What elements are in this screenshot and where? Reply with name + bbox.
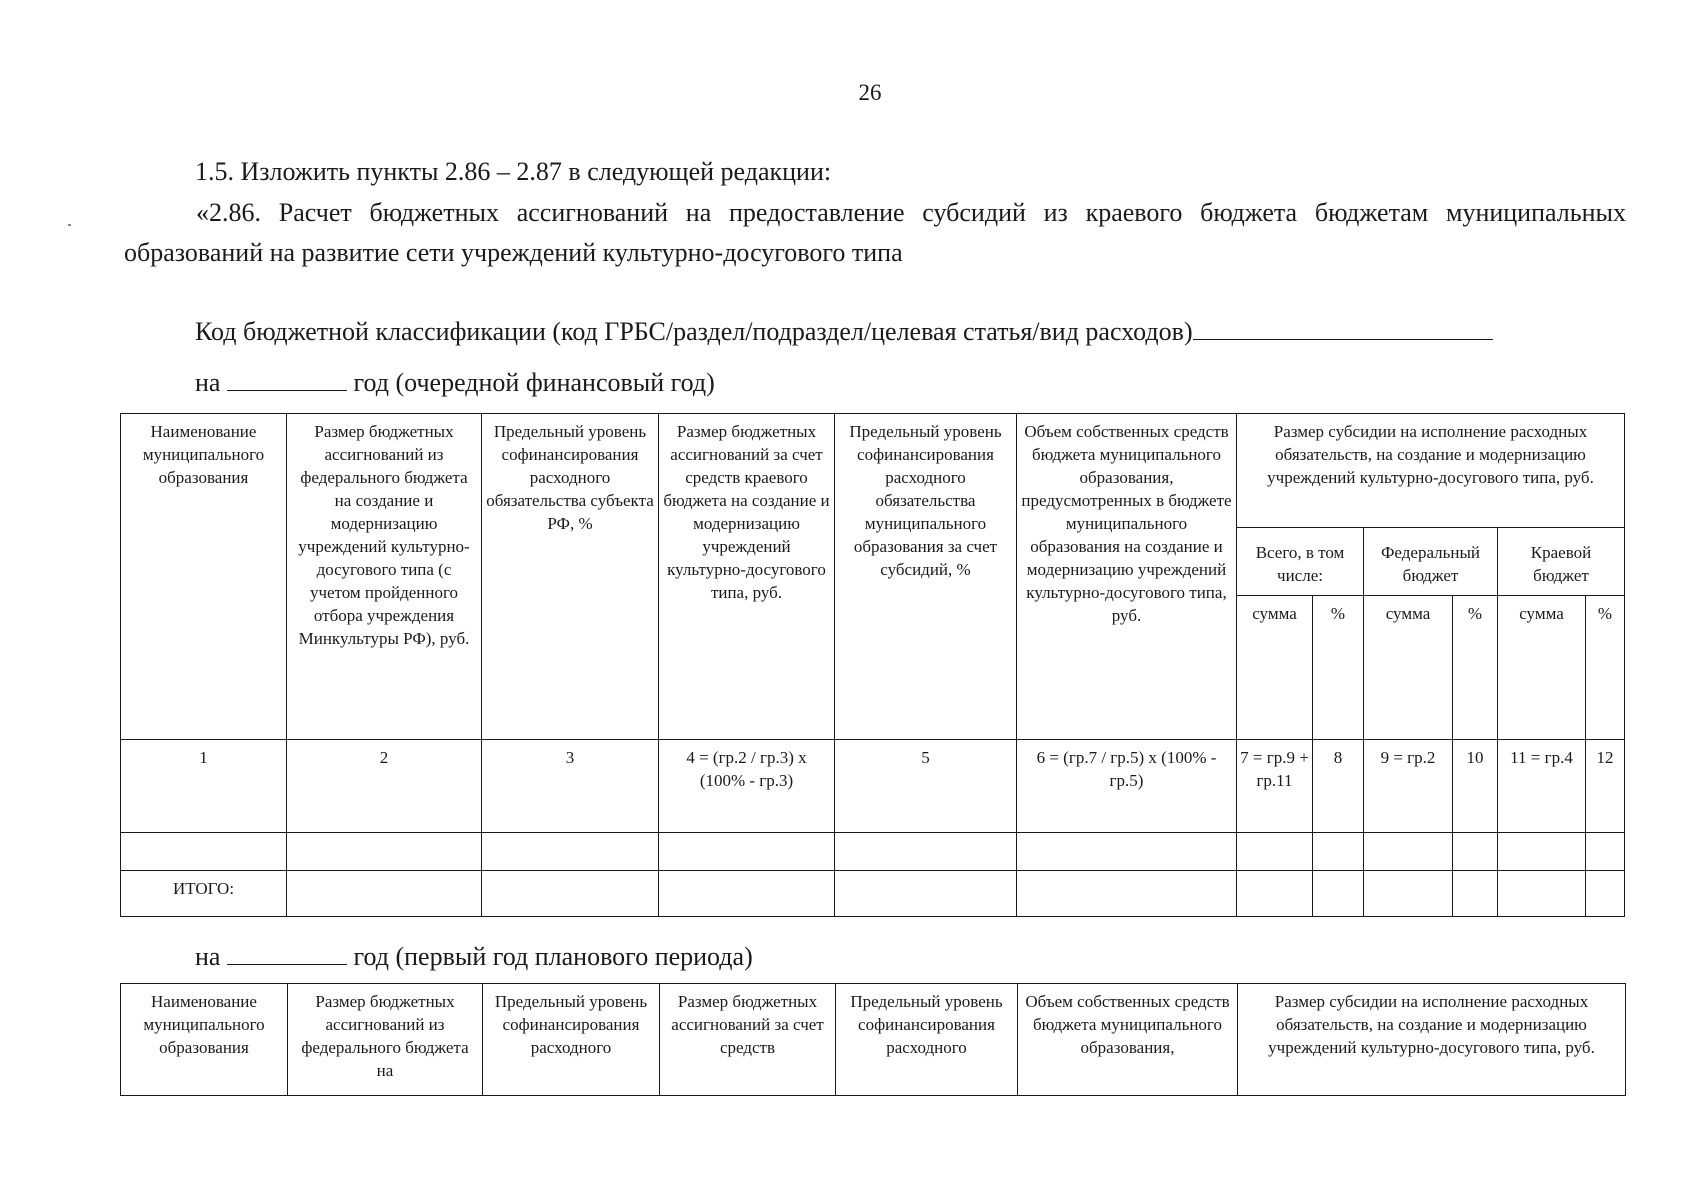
column-number: 1 bbox=[121, 740, 287, 833]
current-year-suffix: год (очередной финансовый год) bbox=[353, 368, 715, 397]
budget-table-current-year bbox=[120, 413, 1625, 917]
column-number: 6 = (гр.7 / гр.5) х (100% - гр.5) bbox=[1017, 740, 1237, 833]
empty-cell[interactable] bbox=[1313, 833, 1364, 871]
header-subsidy-total: Всего, в том числе: bbox=[1237, 528, 1364, 596]
column-number: 10 bbox=[1453, 740, 1498, 833]
budget-classification-line bbox=[195, 309, 1493, 352]
column-number: 9 = гр.2 bbox=[1364, 740, 1453, 833]
empty-cell[interactable] bbox=[1586, 871, 1625, 917]
empty-cell[interactable] bbox=[1237, 871, 1313, 917]
empty-cell[interactable] bbox=[121, 833, 287, 871]
empty-cell[interactable] bbox=[482, 871, 659, 917]
empty-cell[interactable] bbox=[1017, 871, 1237, 917]
empty-cell[interactable] bbox=[835, 833, 1017, 871]
section-2-86-title: «2.86. Расчет бюджетных ассигнований на предоставление субсидий из краевого бюджета бюджетам муниципальных образований на развитие сети учреждений культурно-досугового типа bbox=[124, 198, 1626, 267]
header-regional-allocation: Размер бюджетных ассигнований за счет средств bbox=[660, 984, 836, 1096]
first-plan-year-suffix: год (первый год планового периода) bbox=[353, 942, 753, 971]
header-municipal-cofinancing: Предельный уровень софинансирования расходного обязательства муниципального образования за счет субсидий, % bbox=[835, 414, 1017, 740]
empty-cell[interactable] bbox=[1498, 871, 1586, 917]
empty-cell[interactable] bbox=[287, 833, 482, 871]
header-own-funds: Объем собственных средств бюджета муниципального образования, предусмотренных в бюджете муниципального образования на создание и модернизацию учреждений культурно-досугового типа, руб. bbox=[1017, 414, 1237, 740]
empty-cell[interactable] bbox=[482, 833, 659, 871]
first-plan-year-blank[interactable] bbox=[227, 934, 347, 965]
header-federal-allocation: Размер бюджетных ассигнований из федерального бюджета на создание и модернизацию учреждений культурно-досугового типа (с учетом пройденного отбора учреждения Минкультуры РФ), руб. bbox=[287, 414, 482, 740]
first-plan-year-prefix: на bbox=[195, 942, 221, 971]
amendment-intro: 1.5. Изложить пункты 2.86 – 2.87 в следующей редакции: bbox=[195, 157, 832, 186]
header-own-funds: Объем собственных средств бюджета муниципального образования, bbox=[1018, 984, 1238, 1096]
column-number: 12 bbox=[1586, 740, 1625, 833]
header-subject-cofinancing: Предельный уровень софинансирования расходного bbox=[483, 984, 660, 1096]
header-federal-sum: сумма bbox=[1364, 596, 1453, 740]
total-row bbox=[121, 871, 1625, 917]
header-subsidy-regional: Краевой бюджет bbox=[1498, 528, 1625, 596]
header-federal-allocation: Размер бюджетных ассигнований из федерального бюджета на bbox=[288, 984, 483, 1096]
header-subsidy-group: Размер субсидии на исполнение расходных обязательств, на создание и модернизацию учреждений культурно-досугового типа, руб. bbox=[1238, 984, 1626, 1096]
column-number: 11 = гр.4 bbox=[1498, 740, 1586, 833]
column-number: 2 bbox=[287, 740, 482, 833]
budget-code-blank[interactable] bbox=[1193, 309, 1493, 340]
current-year-prefix: на bbox=[195, 368, 221, 397]
empty-cell[interactable] bbox=[1364, 871, 1453, 917]
header-federal-pct: % bbox=[1453, 596, 1498, 740]
column-number: 5 bbox=[835, 740, 1017, 833]
empty-cell[interactable] bbox=[1498, 833, 1586, 871]
table-row bbox=[121, 833, 1625, 871]
header-total-sum: сумма bbox=[1237, 596, 1313, 740]
empty-cell[interactable] bbox=[1453, 833, 1498, 871]
header-regional-sum: сумма bbox=[1498, 596, 1586, 740]
empty-cell[interactable] bbox=[659, 833, 835, 871]
scan-artifact bbox=[68, 224, 71, 226]
header-subsidy-federal: Федеральный бюджет bbox=[1364, 528, 1498, 596]
budget-table-first-plan-year bbox=[120, 983, 1626, 1096]
header-municipality: Наименование муниципального образования bbox=[121, 984, 288, 1096]
column-number-row bbox=[121, 740, 1625, 833]
total-label: ИТОГО: bbox=[121, 871, 287, 917]
column-number: 8 bbox=[1313, 740, 1364, 833]
header-municipality: Наименование муниципального образования bbox=[121, 414, 287, 740]
header-regional-pct: % bbox=[1586, 596, 1625, 740]
column-number: 7 = гр.9 + гр.11 bbox=[1237, 740, 1313, 833]
empty-cell[interactable] bbox=[1364, 833, 1453, 871]
current-year-line bbox=[195, 360, 715, 403]
empty-cell[interactable] bbox=[1453, 871, 1498, 917]
first-plan-year-line bbox=[195, 934, 753, 977]
header-regional-allocation: Размер бюджетных ассигнований за счет средств краевого бюджета на создание и модернизацию учреждений культурно-досугового типа, руб. bbox=[659, 414, 835, 740]
page-number: 26 bbox=[858, 80, 882, 105]
header-municipal-cofinancing: Предельный уровень софинансирования расходного bbox=[836, 984, 1018, 1096]
column-number: 4 = (гр.2 / гр.3) х (100% - гр.3) bbox=[659, 740, 835, 833]
budget-classification-label: Код бюджетной классификации (код ГРБС/раздел/подраздел/целевая статья/вид расходов) bbox=[195, 317, 1193, 346]
empty-cell[interactable] bbox=[1586, 833, 1625, 871]
header-subject-cofinancing: Предельный уровень софинансирования расходного обязательства субъекта РФ, % bbox=[482, 414, 659, 740]
current-year-blank[interactable] bbox=[227, 360, 347, 391]
empty-cell[interactable] bbox=[287, 871, 482, 917]
empty-cell[interactable] bbox=[659, 871, 835, 917]
empty-cell[interactable] bbox=[1237, 833, 1313, 871]
header-subsidy-group: Размер субсидии на исполнение расходных обязательств, на создание и модернизацию учреждений культурно-досугового типа, руб. bbox=[1237, 414, 1625, 528]
empty-cell[interactable] bbox=[1313, 871, 1364, 917]
header-total-pct: % bbox=[1313, 596, 1364, 740]
empty-cell[interactable] bbox=[1017, 833, 1237, 871]
column-number: 3 bbox=[482, 740, 659, 833]
empty-cell[interactable] bbox=[835, 871, 1017, 917]
